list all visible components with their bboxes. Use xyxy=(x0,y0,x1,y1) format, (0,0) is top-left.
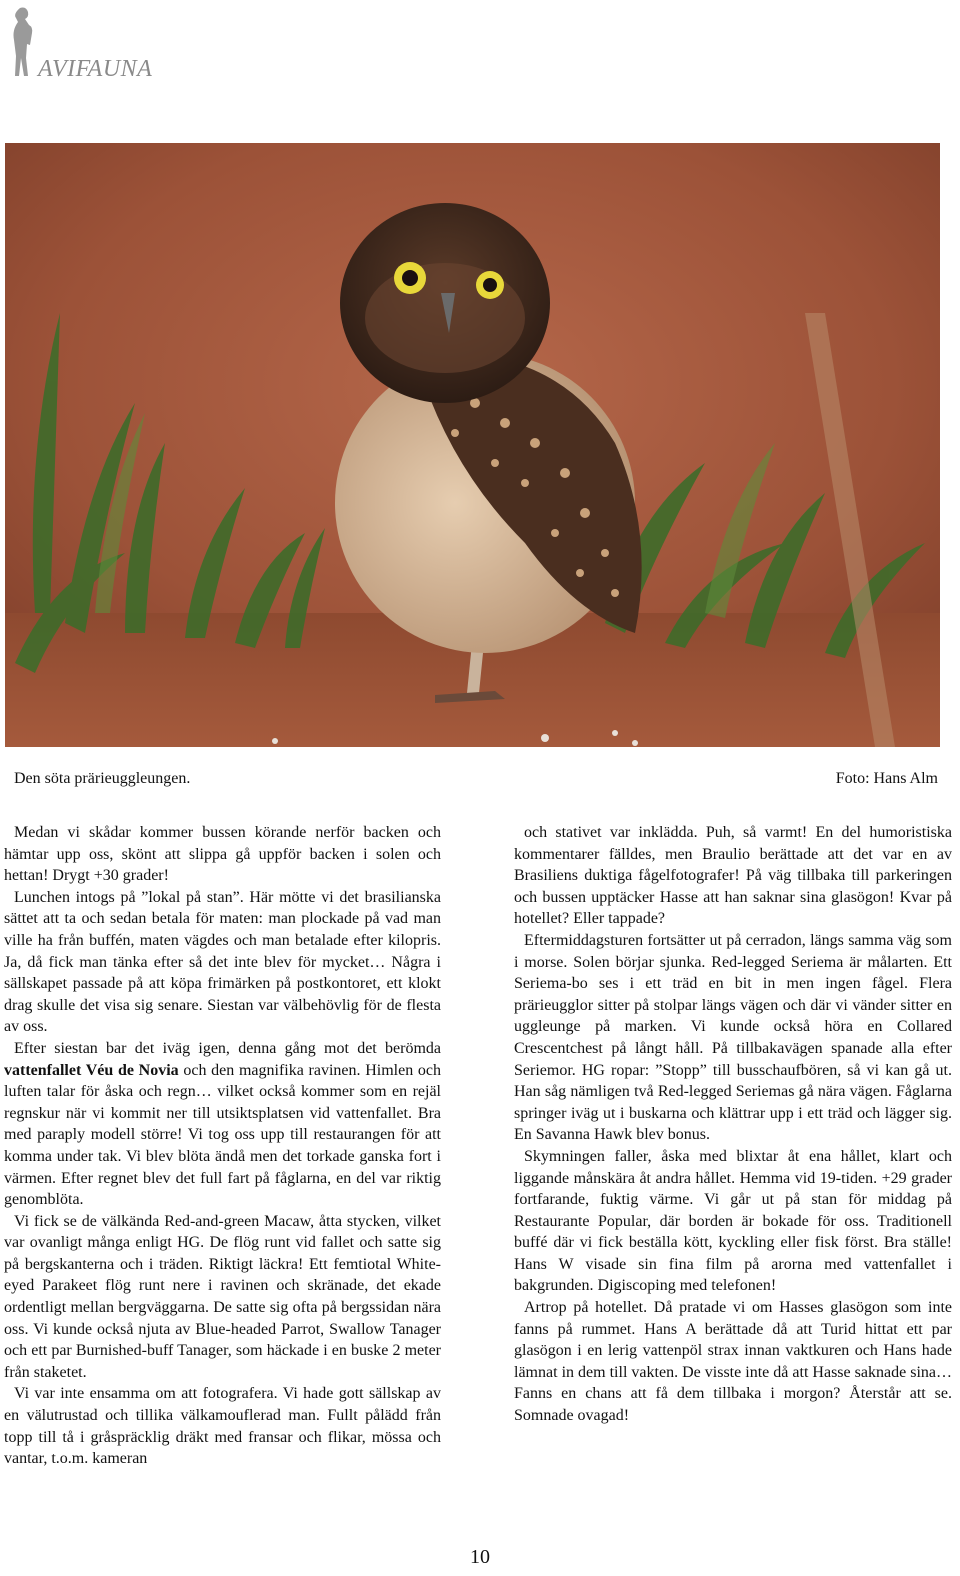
photo-caption: Den söta prärieuggleungen. xyxy=(14,770,191,787)
right-paragraph-4: Artrop på hotellet. Då pratade vi om Hasses glasögon som inte fanns på rummet. Hans A berättade då att Turid hittat ett par glasögon i en lerig vattenpöl strax innan vaktkuren och Hans hade lämnat in dem till vakten. De visste inte då att Hasse saknade sina… Fanns en chans att få dem tillbaka i morgon? Återstår att se. Somnade ovagad! xyxy=(514,1299,952,1425)
left-paragraph-2: Lunchen intogs på ”lokal på stan”. Här mötte vi det brasilianska sättet att ta och sedan betala för maten: man plockade på vad man ville ha från buffén, maten vägdes och man betalade efter kilopris. Ja, då fick man tänka efter så det inte blev för mycket… Några i sällskapet passade på att köpa frimärken på postkontoret, ett klokt drag skulle det visa sig senare. Siestan var välbehövlig för de flesta av oss. xyxy=(4,888,441,1036)
burrowing-owl-chick-image xyxy=(5,143,940,747)
owl-photo xyxy=(5,143,940,747)
left-paragraph-3 xyxy=(4,1038,441,1211)
logo-text: AVIFAUNA xyxy=(38,56,153,82)
paragraph-3-start: Efter siestan bar det iväg igen, denna gång mot det berömda xyxy=(14,1039,441,1057)
left-paragraph-4: Vi fick se de välkända Red-and-green Macaw, åtta stycken, vilket var ovanligt många enligt HG. De flög runt vid fallet och satte sig på bergskanterna och i träden. Riktigt läckra! Ett femtiotal White-eyed Parakeet flög runt nere i ravinen och skränade, det ekade ordentligt mellan bergväggarna. De satte sig ofta på bergssidan nära oss. Vi kunde också njuta av Blue-headed Parrot, Swallow Tanager och ett par Burnished-buff Tanager, som häckade i en buske 2 meter från staketet. xyxy=(4,1212,441,1381)
page-number: 10 xyxy=(470,1546,490,1568)
left-paragraph-5: Vi var inte ensamma om att fotografera. Vi hade gott sällskap av en välutrustad och tillika välkamouflerad man. Fullt pålädd från topp till tå i gråspräcklig dräkt med fransar och flikar, mössa och vantar, t.o.m. kameran xyxy=(4,1385,441,1468)
right-column xyxy=(514,822,952,1427)
right-paragraph-3: Skymningen faller, åska med blixtar åt ena hållet, klart och liggande månskära åt andra hållet. Hemma vid 19-tiden. +29 grader fortfarande, fuktig värme. Vi går ut på stan för middag på Restaurante Popular, där borden är bokade för oss. Traditionell buffé där vi fick beställa kött, kyckling eller fisk först. Bra ställe! Hans W visade sin fina film på arorna med vattenfallet i bakgrunden. Digiscoping med telefonen! xyxy=(514,1147,952,1295)
photo-credit: Foto: Hans Alm xyxy=(835,770,938,787)
waterfall-name: vattenfallet Véu de Novia xyxy=(4,1061,179,1079)
left-paragraph-1: Medan vi skådar kommer bussen körande nerför backen och hämtar upp oss, skönt att slippa gå uppför backen i solen och hettan! Drygt +30 grader! xyxy=(4,824,441,885)
avifauna-logo xyxy=(6,6,186,80)
left-column xyxy=(4,822,441,1470)
photo-caption-row xyxy=(14,768,938,790)
right-paragraph-2: Eftermiddagsturen fortsätter ut på cerradon, längs samma väg som i morse. Solen börjar sjunka. Red-legged Seriema är målarten. Ett Seriema-bo ses i ett träd en bit in men ingen fågel. Flera prärieugglor sitter på stolpar längs vägen och där vi vänder sitter en uggleunge på marken. Vi kunde också höra en Collared Crescentchest på långt håll. På tillbakavägen spanade alla efter Seriemor. HG ropar: ”Stopp” till busschaufbören, så vi kan gå ut. Han såg nämligen två Red-legged Seriemas gå nära vägen. Fåglarna springer iväg ut i buskarna och klättrar upp i ett träd och lägger sig. En Savanna Hawk blev bonus. xyxy=(514,931,952,1144)
right-paragraph-1: och stativet var inklädda. Puh, så varmt! En del humoristiska kommentarer fälldes, men Braulio berättade att det var en av Brasiliens duktiga fågelfotografer! På väg tillbaka till parkeringen och bussen upptäcker Hasse att han saknar sina glasögon! Kvar på hotellet? Eller tappade? xyxy=(514,824,952,928)
paragraph-3-end: och den magnifika ravinen. Himlen och luften talar för åska och regn… vilket också kommer som en rejäl regnskur när vi kommit ner till utsiktsplatsen vid vattenfallet. Bra med paraply modell större! Vi tog oss upp till restaurangen för att komma under tak. Vi blev blöta ändå men det torkade ganska fort i värmen. Efter regnet blev det full fart på fåglarna, en del var riktig genomblöta. xyxy=(4,1061,442,1209)
